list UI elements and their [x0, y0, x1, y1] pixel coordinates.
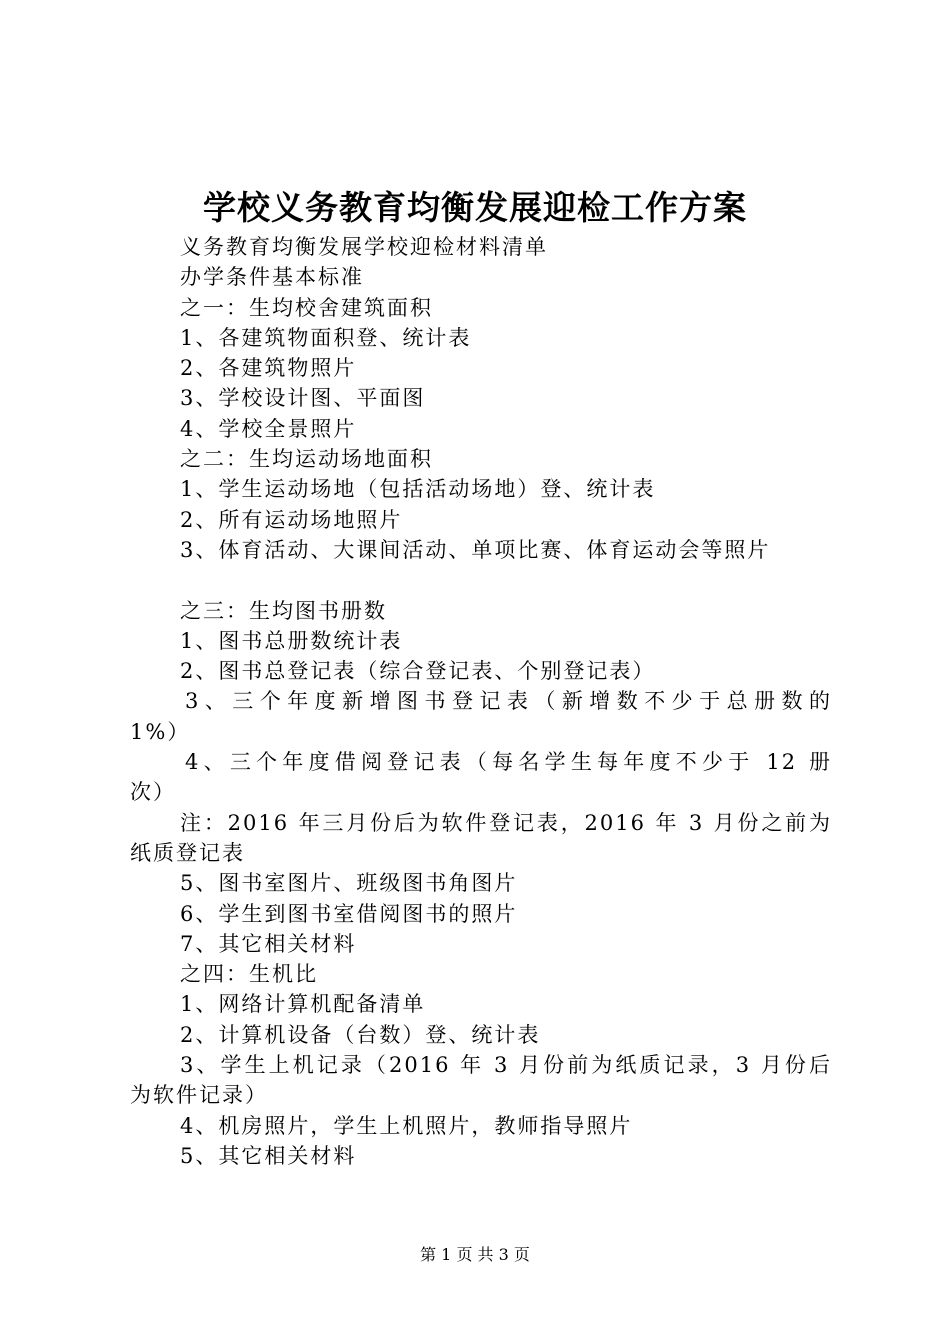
list-item: 2、图书总登记表（综合登记表、个别登记表） [180, 659, 656, 684]
list-item: 4、学校全景照片 [180, 416, 357, 441]
list-item-continuation: 为软件记录） [130, 1083, 268, 1108]
note-continuation: 纸质登记表 [130, 840, 245, 865]
section-heading: 之三：生均图书册数 [180, 598, 387, 623]
list-item: 1、图书总册数统计表 [180, 628, 403, 653]
list-item: 2、所有运动场地照片 [180, 507, 403, 532]
document-body [130, 232, 832, 1171]
page-footer: 第 1 页 共 3 页 [420, 1245, 530, 1264]
list-item: 5、其它相关材料 [180, 1143, 357, 1168]
list-item: 5、图书室图片、班级图书角图片 [180, 871, 518, 896]
list-item-continuation: 次） [130, 780, 176, 805]
list-item: 3、体育活动、大课间活动、单项比赛、体育运动会等照片 [180, 537, 771, 562]
list-item: 3、学生上机记录（2016 年 3 月份前为纸质记录，3 月份后 [180, 1053, 832, 1078]
list-item: 3、三个年度新增图书登记表（新增数不少于总册数的 [185, 689, 832, 714]
list-item: 1、网络计算机配备清单 [180, 992, 426, 1017]
list-item: 1、各建筑物面积登、统计表 [180, 325, 472, 350]
list-item: 1、学生运动场地（包括活动场地）登、统计表 [180, 477, 656, 502]
section-heading: 之一：生均校舍建筑面积 [180, 295, 433, 320]
blank-line [130, 565, 832, 595]
document-title: 学校义务教育均衡发展迎检工作方案 [203, 188, 747, 227]
text-line: 义务教育均衡发展学校迎检材料清单 [180, 235, 548, 259]
section-heading: 之二：生均运动场地面积 [180, 447, 433, 472]
list-item: 3、学校设计图、平面图 [180, 386, 426, 411]
list-item: 2、各建筑物照片 [180, 356, 357, 381]
list-item: 2、计算机设备（台数）登、统计表 [180, 1022, 541, 1047]
list-item-continuation: 1%） [130, 719, 191, 744]
section-heading: 之四：生机比 [180, 962, 318, 987]
text-line: 办学条件基本标准 [180, 265, 364, 290]
list-item: 6、学生到图书室借阅图书的照片 [180, 901, 518, 926]
note-text: 注：2016 年三月份后为软件登记表，2016 年 3 月份之前为 [180, 810, 832, 835]
list-item: 4、机房照片，学生上机照片，教师指导照片 [180, 1113, 633, 1138]
list-item: 7、其它相关材料 [180, 931, 357, 956]
list-item: 4、三个年度借阅登记表（每名学生每年度不少于 12 册 [185, 750, 832, 775]
